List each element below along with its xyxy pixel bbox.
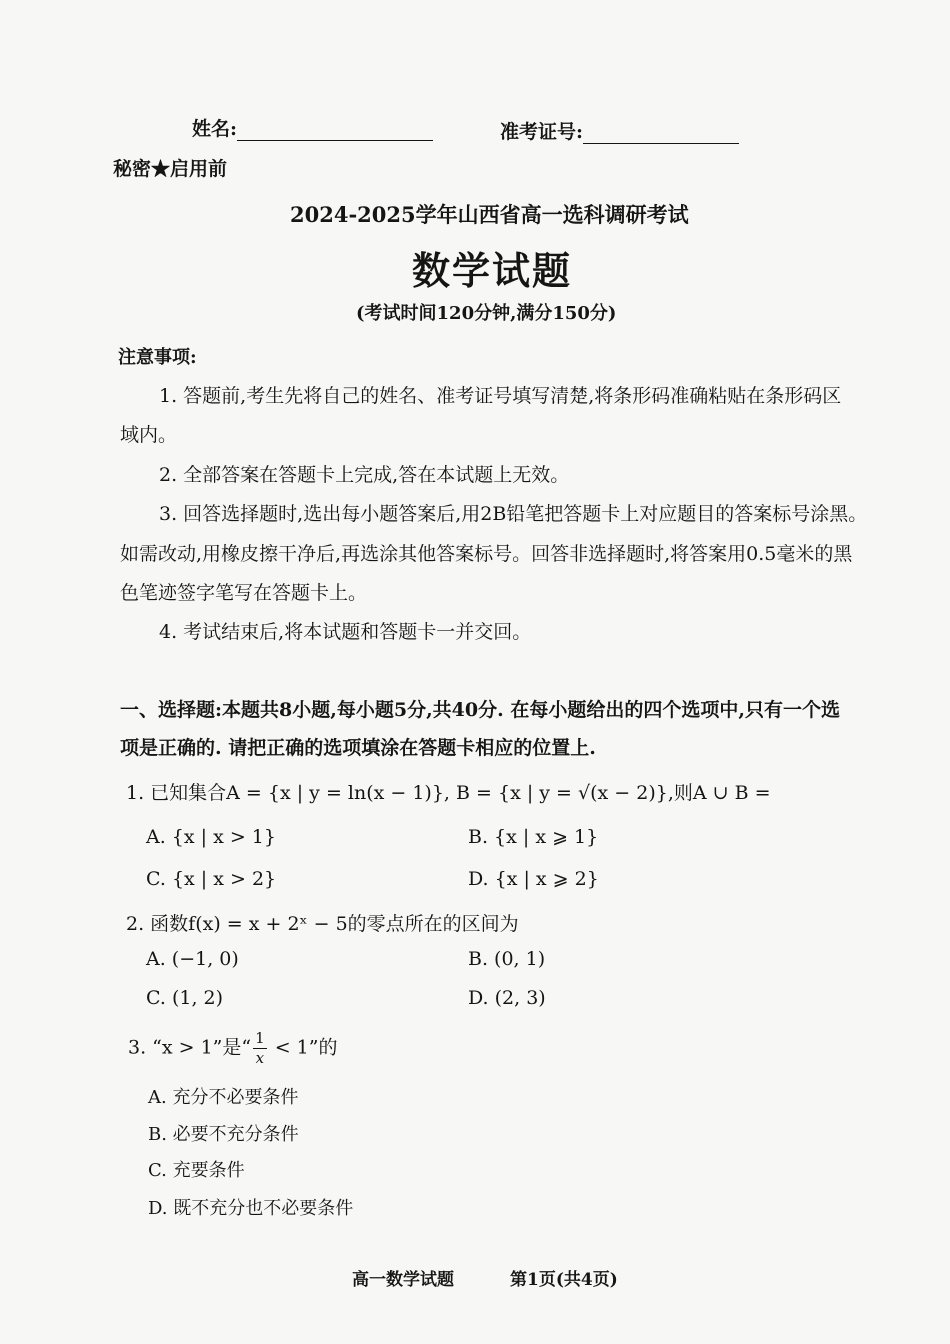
question-3-option-d: D. 既不充分也不必要条件 (148, 1198, 354, 1219)
question-1-option-b: B. {x | x ⩾ 1} (468, 826, 599, 848)
question-1-option-d: D. {x | x ⩾ 2} (468, 868, 599, 890)
subject-title: 数学试题 (412, 248, 573, 293)
exam-id-label: 准考证号: (500, 121, 584, 143)
question-1-stem: 1. 已知集合A = {x | y = ln(x − 1)}, B = {x | y = √(x − 2)},则A ∪ B = (126, 782, 771, 804)
question-2-option-b: B. (0, 1) (468, 948, 546, 970)
question-3-fraction-denominator: x (255, 1049, 265, 1067)
question-1-option-a: A. {x | x > 1} (146, 826, 276, 848)
question-2-option-a: A. (−1, 0) (146, 948, 239, 970)
question-3-option-c: C. 充要条件 (148, 1160, 245, 1181)
notice-item-4: 4. 考试结束后,将本试题和答题卡一并交回。 (159, 621, 532, 643)
name-field-row (192, 114, 433, 141)
question-2-stem: 2. 函数f(x) = x + 2ˣ − 5的零点所在的区间为 (126, 913, 519, 935)
footer-subject: 高一数学试题 (352, 1270, 454, 1290)
section1-heading-line1: 一、选择题:本题共8小题,每小题5分,共40分. 在每小题给出的四个选项中,只有一个选 (120, 699, 840, 721)
time-note: (考试时间120分钟,满分150分) (356, 303, 617, 324)
exam-title: 2024-2025学年山西省高一选科调研考试 (290, 202, 689, 227)
notice-item-3-line1: 3. 回答选择题时,选出每小题答案后,用2B铅笔把答题卡上对应题目的答案标号涂黑。 (159, 503, 868, 525)
notice-item-2: 2. 全部答案在答题卡上完成,答在本试题上无效。 (159, 464, 570, 486)
exam-id-field-row (500, 117, 739, 144)
question-3-option-a: A. 充分不必要条件 (148, 1087, 299, 1108)
section1-heading-line2: 项是正确的. 请把正确的选项填涂在答题卡相应的位置上. (120, 737, 596, 759)
name-blank (237, 120, 433, 141)
question-3-fraction-numerator: 1 (255, 1029, 265, 1047)
question-3-stem-prefix: 3. “x > 1”是“ (128, 1036, 252, 1059)
question-1-option-c: C. {x | x > 2} (146, 868, 277, 890)
notice-item-3-line2: 如需改动,用橡皮擦干净后,再选涂其他答案标号。回答非选择题时,将答案用0.5毫米的黑 (120, 543, 853, 565)
footer-page-number: 第1页(共4页) (510, 1270, 618, 1290)
notice-item-1-line2: 域内。 (120, 424, 178, 446)
name-label: 姓名: (192, 118, 238, 140)
notice-item-1-line1: 1. 答题前,考生先将自己的姓名、准考证号填写清楚,将条形码准确粘贴在条形码区 (159, 385, 842, 407)
notice-item-3-line3: 色笔迹签字笔写在答题卡上。 (120, 582, 368, 604)
question-3-fraction (253, 1031, 267, 1066)
question-3-stem (128, 1031, 337, 1066)
confidential-mark: 秘密★启用前 (113, 158, 228, 180)
question-2-option-d: D. (2, 3) (468, 987, 546, 1009)
question-3-stem-suffix: < 1”的 (268, 1036, 338, 1059)
exam-id-blank (583, 123, 739, 144)
question-3-option-b: B. 必要不充分条件 (148, 1124, 299, 1145)
notice-heading: 注意事项: (118, 347, 197, 368)
question-2-option-c: C. (1, 2) (146, 987, 224, 1009)
